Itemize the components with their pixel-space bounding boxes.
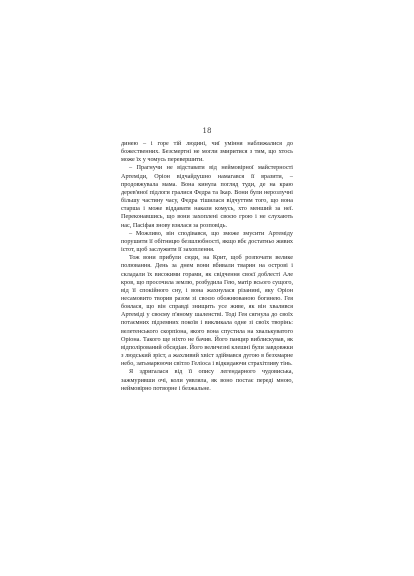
paragraph: – Можливо, він сподівався, що зможе змусити Артеміду порушити її обітницю безшлюбності, якщо вбє достатньо живих істот, щоб заслужити її захоплення. [121,229,293,254]
page-number: 18 [202,127,212,135]
paragraph: Тож вони прибули сюди, на Крит, щоб розпочати велике полювання. День за днем вони вбивали тварин на острові і складали їх високими горами, як свідчення своєї доблесті Але кров, що просочила землю, розбудила Гею, матір всього сущого, від її спокійного сну, і вона жахнулася різанині, яку Оріон несамовито творив разом зі своєю обожнюваною богинею. Гея боялася, що він справді знищить усе живе, як він хвалився Артеміді у своєму п'яному шаленстві. Тоді Гея сягнула до своїх потаємних підземних покоїв і викликала одне зі своїх творінь: велетенського скорпіона, якого вона спустила на хвалькуватого Оріона. Такого ще ніхто не бачив. Його панцир виблискував, як відполірований обсидіан. Його величезні клешні були завдовжки з людський зріст, а жахливий хвіст здіймався дугою в безхмарне небо, затьмарюючи світло Геліоса і відкидаючи страхітливу тінь. [121,254,293,368]
paragraph: – Прагнучи не відставати від неймовірної майстерності Артеміди, Оріон відчайдушно намагався її вразити, – продовжувала мама. Вона кинула погляд туди, де на краю дерев'яної підлоги гралися Федра та Ікар. Вони були нерозлучні більшу частину часу, Федра тішилася відчуттям того, що вона старша і може віддавати накази комусь, хто менший за неї. Переконавшись, що вони захоплені своєю грою і не слухають нас, Пасіфая знову взялася за розповідь. [121,164,293,229]
body-text [121,140,293,393]
paragraph: динею – і горе тій людині, чиї уміння наближалися до божественних. Безсмертні не могли змиритися з тим, що хтось може їх у чомусь перевершити. [121,140,293,164]
paragraph: Я здригалася від її опису легендарного чудовиська, зажмуривши очі, коли уявляла, як воно постає переді мною, неймовірно потворне і безжальне. [121,368,293,392]
